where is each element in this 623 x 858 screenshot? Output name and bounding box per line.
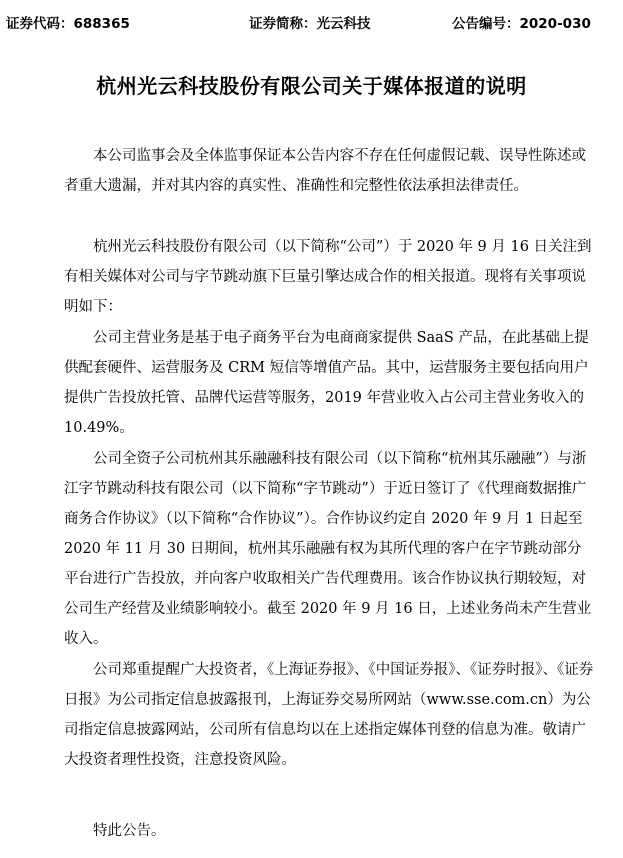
document-title: 杭州光云科技股份有限公司关于媒体报道的说明 xyxy=(96,74,527,98)
business-paragraph: 公司主营业务是基于电子商务平台为电商商家提供 SaaS 产品，在此基础上提供配套硬件、运营服务及 CRM 短信等增值产品。其中，运营服务主要包括向用户提供广告投放托管、品牌代运营等服务，2019 年营业收入占公司主营业务收入的 10.49%。 xyxy=(64,330,589,436)
announcement-number: 公告编号：2020-030 xyxy=(452,16,591,32)
stock-code: 证券代码：688365 xyxy=(6,16,130,32)
intro-paragraph: 杭州光云科技股份有限公司（以下简称“公司”）于 2020 年 9 月 16 日关注到有相关媒体对公司与字节跳动旗下巨量引擎达成合作的相关报道。现将有关事项说明如下： xyxy=(64,239,592,315)
agreement-paragraph: 公司全资子公司杭州其乐融融科技有限公司（以下简称“杭州其乐融融”）与浙江字节跳动科技有限公司（以下简称“字节跳动”）于近日签订了《代理商数据推广商务合作协议》（以下简称“合作协议”）。合作协议约定自 2020 年 9 月 1 日起至 2020 年 11 月 30 日期间，杭州其乐融融有权为其所代理的客户在字节跳动部分平台进行广告投放，并向客户收取相关广告代理费用。该合作协议执行期较短，对公司生产经营及业绩影响较小。截至 2020 年 9 月 16 日，上述业务尚未产生营业收入。 xyxy=(64,451,592,647)
board-statement-paragraph: 本公司监事会及全体监事保证本公告内容不存在任何虚假记载、误导性陈述或者重大遗漏，并对其内容的真实性、准确性和完整性依法承担法律责任。 xyxy=(64,148,586,194)
announcement-header xyxy=(0,12,623,34)
investor-reminder-paragraph: 公司郑重提醒广大投资者，《上海证券报》、《中国证券报》、《证券时报》、《证券日报》为公司指定信息披露报刊，上海证券交易所网站（www.sse.com.cn）为公司指定信息披露网站，公司所有信息均以在上述指定媒体刊登的信息为准。敬请广大投资者理性投资，注意投资风险。 xyxy=(64,662,594,768)
closing-statement: 特此公告。 xyxy=(93,823,166,839)
stock-abbreviation: 证券简称：光云科技 xyxy=(249,16,371,32)
